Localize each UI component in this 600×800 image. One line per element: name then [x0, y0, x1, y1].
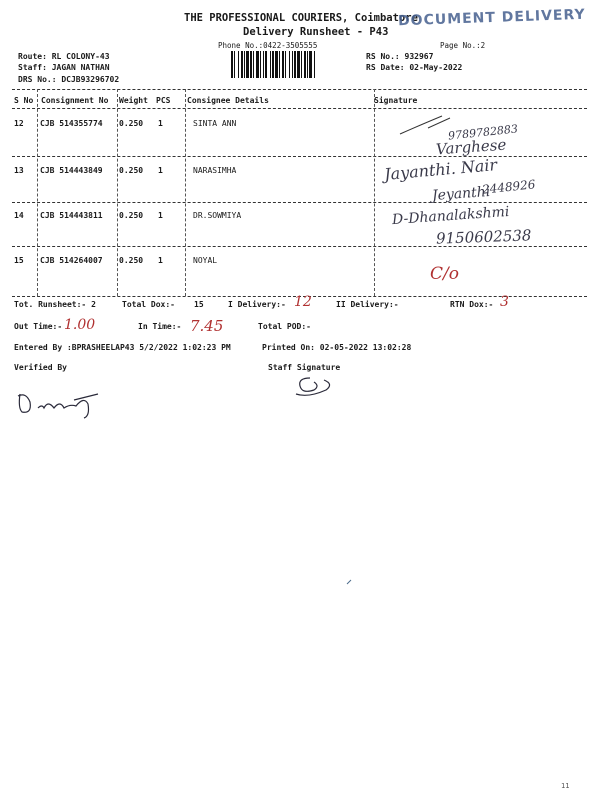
row-pcs: 1 — [158, 166, 163, 175]
table-top-rule — [12, 89, 587, 90]
column-divider — [185, 89, 186, 296]
row-consignee: NARASIMHA — [193, 166, 237, 175]
printed-on: Printed On: 02-05-2022 13:02:28 — [262, 343, 412, 352]
out-time-value: 1.00 — [64, 317, 96, 333]
i-delivery-label: I Delivery:- — [228, 300, 286, 309]
handwritten-name: Jayanthi. Nair — [383, 155, 498, 184]
table-header-rule — [12, 108, 587, 109]
route-label: Route: RL COLONY-43 — [18, 52, 110, 61]
row-sno: 12 — [14, 119, 24, 128]
in-time-label: In Time:- — [138, 322, 182, 331]
ii-delivery-label: II Delivery:- — [336, 300, 399, 309]
row-pcs: 1 — [158, 211, 163, 220]
document-delivery-stamp: DOCUMENT DELIVERY — [397, 6, 586, 30]
phone-number: Phone No.:0422-3505555 — [218, 41, 318, 50]
col-consignment: Consignment No — [41, 96, 109, 105]
total-pod-label: Total POD:- — [258, 322, 311, 331]
row-weight: 0.250 — [119, 256, 144, 265]
staff-label: Staff: JAGAN NATHAN — [18, 63, 110, 72]
i-delivery-value: 12 — [294, 294, 312, 310]
row-pcs: 1 — [158, 256, 163, 265]
row-rule — [12, 246, 587, 247]
runsheet-title: Delivery Runsheet - P43 — [243, 26, 389, 38]
handwritten-name: Jeyanthi — [431, 183, 491, 205]
col-signature: Signature — [374, 96, 418, 105]
row-sno: 13 — [14, 166, 24, 175]
handwritten-phone: 9150602538 — [435, 226, 532, 248]
handwritten-phone: 9789782883 — [447, 122, 519, 143]
row-consignee: SINTA ANN — [193, 119, 237, 128]
row-sno: 14 — [14, 211, 24, 220]
rs-date: RS Date: 02-May-2022 — [366, 63, 463, 72]
page-number: Page No.:2 — [440, 41, 486, 50]
rs-number: RS No.: 932967 — [366, 52, 434, 61]
row-consignment: CJB 514264007 — [40, 256, 103, 265]
row-rule — [12, 202, 587, 203]
verified-by-label: Verified By — [14, 363, 67, 372]
drs-number: DRS No.: DCJB93296702 — [18, 75, 120, 84]
row-pcs: 1 — [158, 119, 163, 128]
row-weight: 0.250 — [119, 119, 144, 128]
row-consignee: DR.SOWMIYA — [193, 211, 242, 220]
row-consignee: NOYAL — [193, 256, 218, 265]
ink-mark — [346, 578, 354, 586]
handwritten-note: C/o — [430, 264, 459, 284]
barcode-image — [231, 51, 355, 78]
handwritten-name: D-Dhanalakshmi — [391, 203, 510, 229]
col-sno: S No — [14, 96, 34, 105]
col-pcs: PCS — [156, 96, 171, 105]
rtn-dox-label: RTN Dox:- — [450, 300, 494, 309]
row-weight: 0.250 — [119, 211, 144, 220]
handwritten-name: Varghese — [435, 135, 507, 159]
verifier-signature — [14, 386, 114, 420]
column-divider — [37, 89, 38, 296]
col-weight: Weight — [119, 96, 148, 105]
company-name: THE PROFESSIONAL COURIERS, Coimbatore — [184, 12, 418, 24]
total-runsheet: Tot. Runsheet:- 2 — [14, 300, 96, 309]
col-consignee: Consignee Details — [187, 96, 269, 105]
row-consignment: CJB 514443811 — [40, 211, 103, 220]
rtn-dox-value: 3 — [500, 294, 509, 310]
handwritten-phone: 2448926 — [481, 177, 537, 197]
column-divider — [374, 89, 375, 296]
in-time-value: 7.45 — [190, 317, 224, 335]
out-time-label: Out Time:- — [14, 322, 63, 331]
column-divider — [117, 89, 118, 296]
staff-signature-label: Staff Signature — [268, 363, 341, 372]
entered-by: Entered By :BPRASHEELAP43 5/2/2022 1:02:23 PM — [14, 343, 231, 352]
row-consignment: CJB 514355774 — [40, 119, 103, 128]
total-dox-label: Total Dox:- — [122, 300, 175, 309]
page-mark: 11 — [561, 782, 570, 790]
row-sno: 15 — [14, 256, 24, 265]
staff-signature — [290, 372, 340, 400]
row-rule — [12, 156, 587, 157]
row-consignment: CJB 514443849 — [40, 166, 103, 175]
row-weight: 0.250 — [119, 166, 144, 175]
total-dox-value: 15 — [194, 300, 204, 309]
